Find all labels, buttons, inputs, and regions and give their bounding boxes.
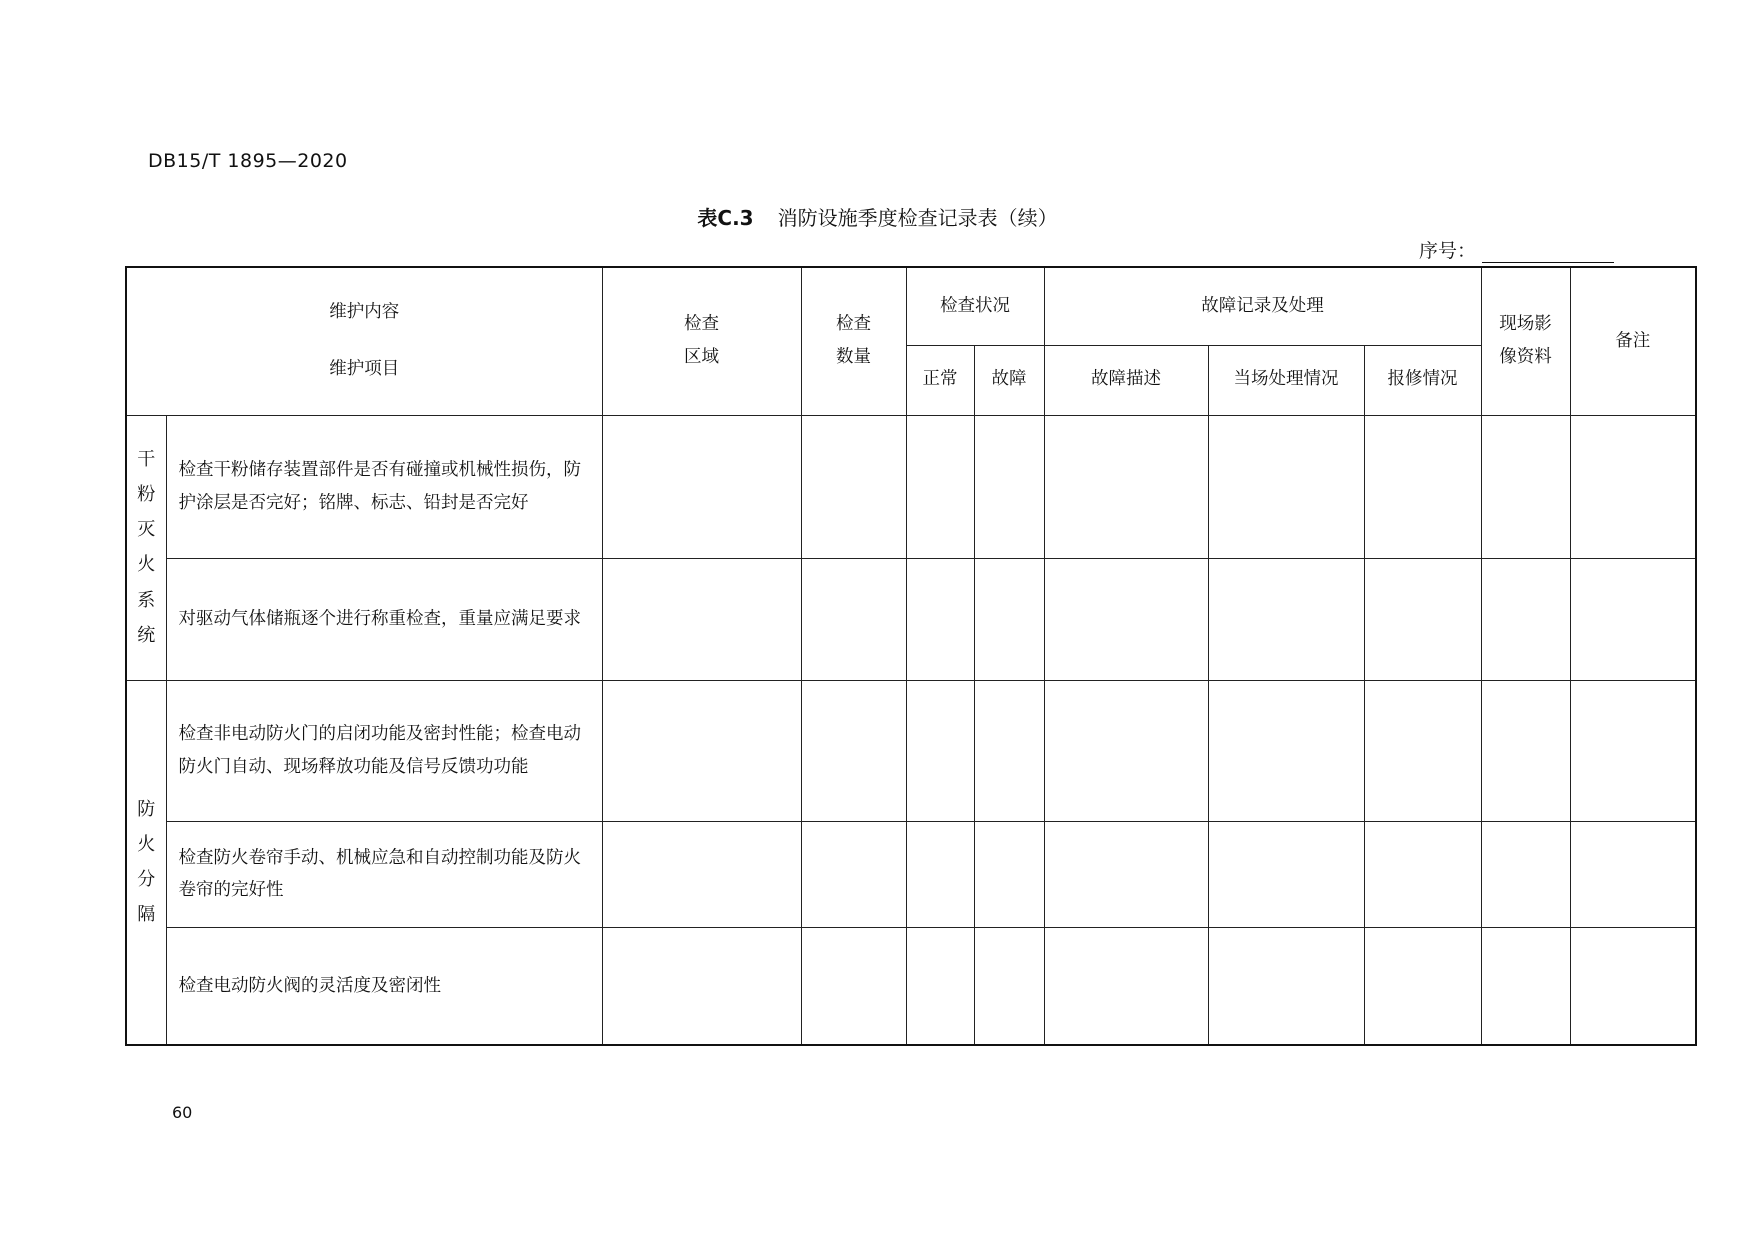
cell-normal[interactable] [906,680,974,821]
header-maintenance-item: 维护项目 [329,359,400,380]
cell-fault[interactable] [974,415,1044,558]
cell-fault-desc[interactable] [1044,680,1208,821]
cell-repair-report[interactable] [1364,415,1481,558]
cell-inspect-area[interactable] [602,415,801,558]
cell-repair-report[interactable] [1364,927,1481,1045]
maintenance-item: 对驱动气体储瓶逐个进行称重检查，重量应满足要求 [166,558,602,680]
cell-fault-desc[interactable] [1044,415,1208,558]
cell-repair-report[interactable] [1364,558,1481,680]
cell-photo[interactable] [1481,680,1570,821]
cell-normal[interactable] [906,415,974,558]
header-fault-desc: 故障描述 [1044,345,1208,415]
cell-remarks[interactable] [1570,927,1696,1045]
cell-photo[interactable] [1481,927,1570,1045]
table-row [126,680,1696,821]
table-row [126,558,1696,680]
group-label-text: 干粉灭火系统 [137,449,156,646]
header-repair-report: 报修情况 [1364,345,1481,415]
cell-fault-desc[interactable] [1044,927,1208,1045]
group-label-dry-powder [126,415,166,680]
serial-blank-line [1482,240,1614,263]
header-fault-record: 故障记录及处理 [1044,267,1481,345]
cell-inspect-area[interactable] [602,680,801,821]
inspection-record-table [125,266,1697,1046]
cell-photo[interactable] [1481,558,1570,680]
table-title-text: 消防设施季度检查记录表（续） [777,206,1058,230]
standard-code: DB15/T 1895—2020 [148,150,348,172]
header-inspect-qty-l1: 检查 [836,314,871,334]
cell-repair-report[interactable] [1364,821,1481,927]
maintenance-item: 检查防火卷帘手动、机械应急和自动控制功能及防火卷帘的完好性 [166,821,602,927]
cell-fault[interactable] [974,680,1044,821]
cell-remarks[interactable] [1570,680,1696,821]
group-label-fire-separation [126,680,166,1045]
cell-inspect-area[interactable] [602,927,801,1045]
cell-inspect-qty[interactable] [801,558,906,680]
header-photo-l2: 像资料 [1499,347,1552,368]
cell-inspect-area[interactable] [602,821,801,927]
page-number: 60 [172,1103,193,1122]
table-row [126,821,1696,927]
header-inspect-status: 检查状况 [906,267,1044,345]
cell-remarks[interactable] [1570,415,1696,558]
group-label-text: 防火分隔 [137,798,156,926]
header-remarks: 备注 [1570,267,1696,415]
header-fault: 故障 [974,345,1044,415]
cell-fault[interactable] [974,821,1044,927]
header-maintenance [126,267,602,415]
cell-onsite-handling[interactable] [1208,415,1364,558]
table-number: 表C.3 [697,206,754,230]
table-title [0,202,1755,231]
maintenance-item: 检查干粉储存装置部件是否有碰撞或机械性损伤，防护涂层是否完好；铭牌、标志、铅封是否完好 [166,415,602,558]
cell-inspect-qty[interactable] [801,415,906,558]
cell-fault-desc[interactable] [1044,558,1208,680]
cell-onsite-handling[interactable] [1208,680,1364,821]
maintenance-item: 检查非电动防火门的启闭功能及密封性能；检查电动防火门自动、现场释放功能及信号反馈功功能 [166,680,602,821]
cell-remarks[interactable] [1570,821,1696,927]
cell-onsite-handling[interactable] [1208,927,1364,1045]
cell-repair-report[interactable] [1364,680,1481,821]
cell-inspect-qty[interactable] [801,927,906,1045]
table-row [126,415,1696,558]
cell-inspect-qty[interactable] [801,821,906,927]
header-inspect-area-l1: 检查 [684,314,719,334]
cell-photo[interactable] [1481,821,1570,927]
header-inspect-area-l2: 区域 [684,347,719,368]
cell-remarks[interactable] [1570,558,1696,680]
cell-inspect-qty[interactable] [801,680,906,821]
header-inspect-qty [801,267,906,415]
header-inspect-area [602,267,801,415]
header-maintenance-content: 维护内容 [329,302,400,322]
table-row [126,927,1696,1045]
cell-fault[interactable] [974,558,1044,680]
header-normal: 正常 [906,345,974,415]
header-row-1 [126,267,1696,345]
header-photo [1481,267,1570,415]
cell-inspect-area[interactable] [602,558,801,680]
serial-label: 序号： [1418,240,1476,262]
serial-number-field [1419,236,1614,263]
cell-onsite-handling[interactable] [1208,821,1364,927]
cell-fault[interactable] [974,927,1044,1045]
cell-photo[interactable] [1481,415,1570,558]
maintenance-item: 检查电动防火阀的灵活度及密闭性 [166,927,602,1045]
cell-normal[interactable] [906,821,974,927]
header-photo-l1: 现场影 [1499,314,1552,334]
cell-normal[interactable] [906,927,974,1045]
cell-fault-desc[interactable] [1044,821,1208,927]
cell-normal[interactable] [906,558,974,680]
header-inspect-qty-l2: 数量 [836,347,871,368]
cell-onsite-handling[interactable] [1208,558,1364,680]
header-onsite-handling: 当场处理情况 [1208,345,1364,415]
